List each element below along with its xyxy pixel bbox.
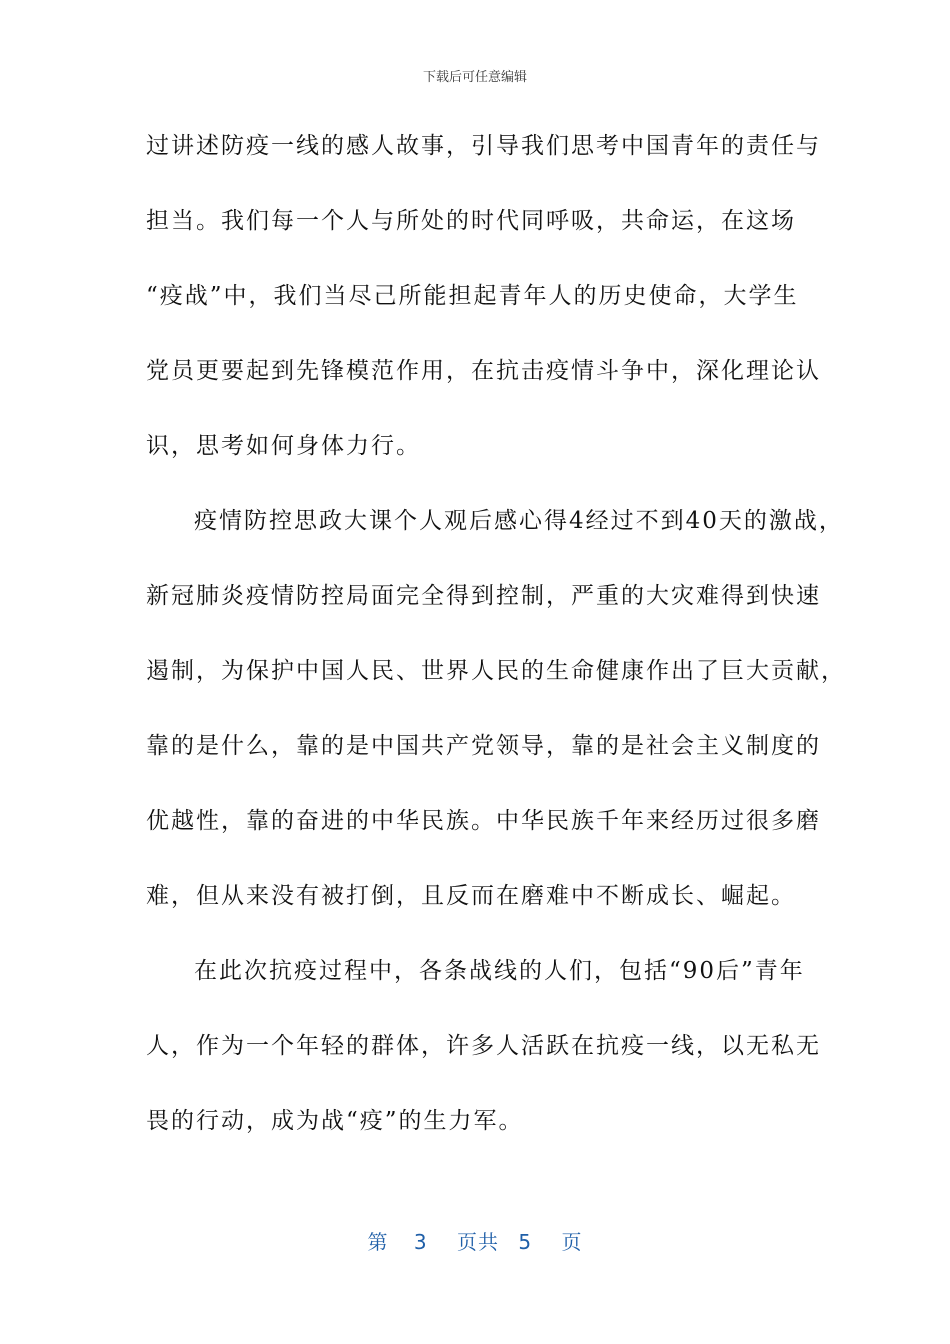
text-line: 识，思考如何身体力行。: [146, 433, 421, 459]
current-page-number: 3: [413, 1230, 428, 1254]
page-label-suffix: 页: [561, 1230, 583, 1254]
text-line: 优越性，靠的奋进的中华民族。中华民族千年来经历过很多磨: [146, 808, 821, 834]
text-line: 靠的是什么，靠的是中国共产党领导，靠的是社会主义制度的: [146, 733, 821, 759]
text-line: 过讲述防疫一线的感人故事，引导我们思考中国青年的责任与: [146, 133, 821, 159]
text-line: 疫情防控思政大课个人观后感心得4经过不到40天的激战，: [194, 508, 844, 534]
text-line: 党员更要起到先锋模范作用，在抗击疫情斗争中，深化理论认: [146, 358, 821, 384]
text-line: 担当。我们每一个人与所处的时代同呼吸，共命运，在这场: [146, 208, 796, 234]
page-footer: [0, 1226, 950, 1255]
text-line: 新冠肺炎疫情防控局面完全得到控制，严重的大灾难得到快速: [146, 583, 821, 609]
text-line: “疫战”中，我们当尽己所能担起青年人的历史使命，大学生: [146, 283, 799, 309]
text-line: 畏的行动，成为战“疫”的生力军。: [146, 1108, 524, 1134]
page-label-mid: 页共: [457, 1230, 499, 1254]
text-line: 难，但从来没有被打倒，且反而在磨难中不断成长、崛起。: [146, 883, 796, 909]
text-line: 在此次抗疫过程中，各条战线的人们，包括“90后”青年: [194, 958, 805, 984]
page-header: 下载后可任意编辑: [422, 70, 527, 85]
text-line: 人，作为一个年轻的群体，许多人活跃在抗疫一线，以无私无: [146, 1033, 821, 1059]
text-line: 遏制，为保护中国人民、世界人民的生命健康作出了巨大贡献，: [146, 658, 846, 684]
total-pages-number: 5: [518, 1230, 533, 1254]
page-label-prefix: 第: [367, 1230, 389, 1254]
